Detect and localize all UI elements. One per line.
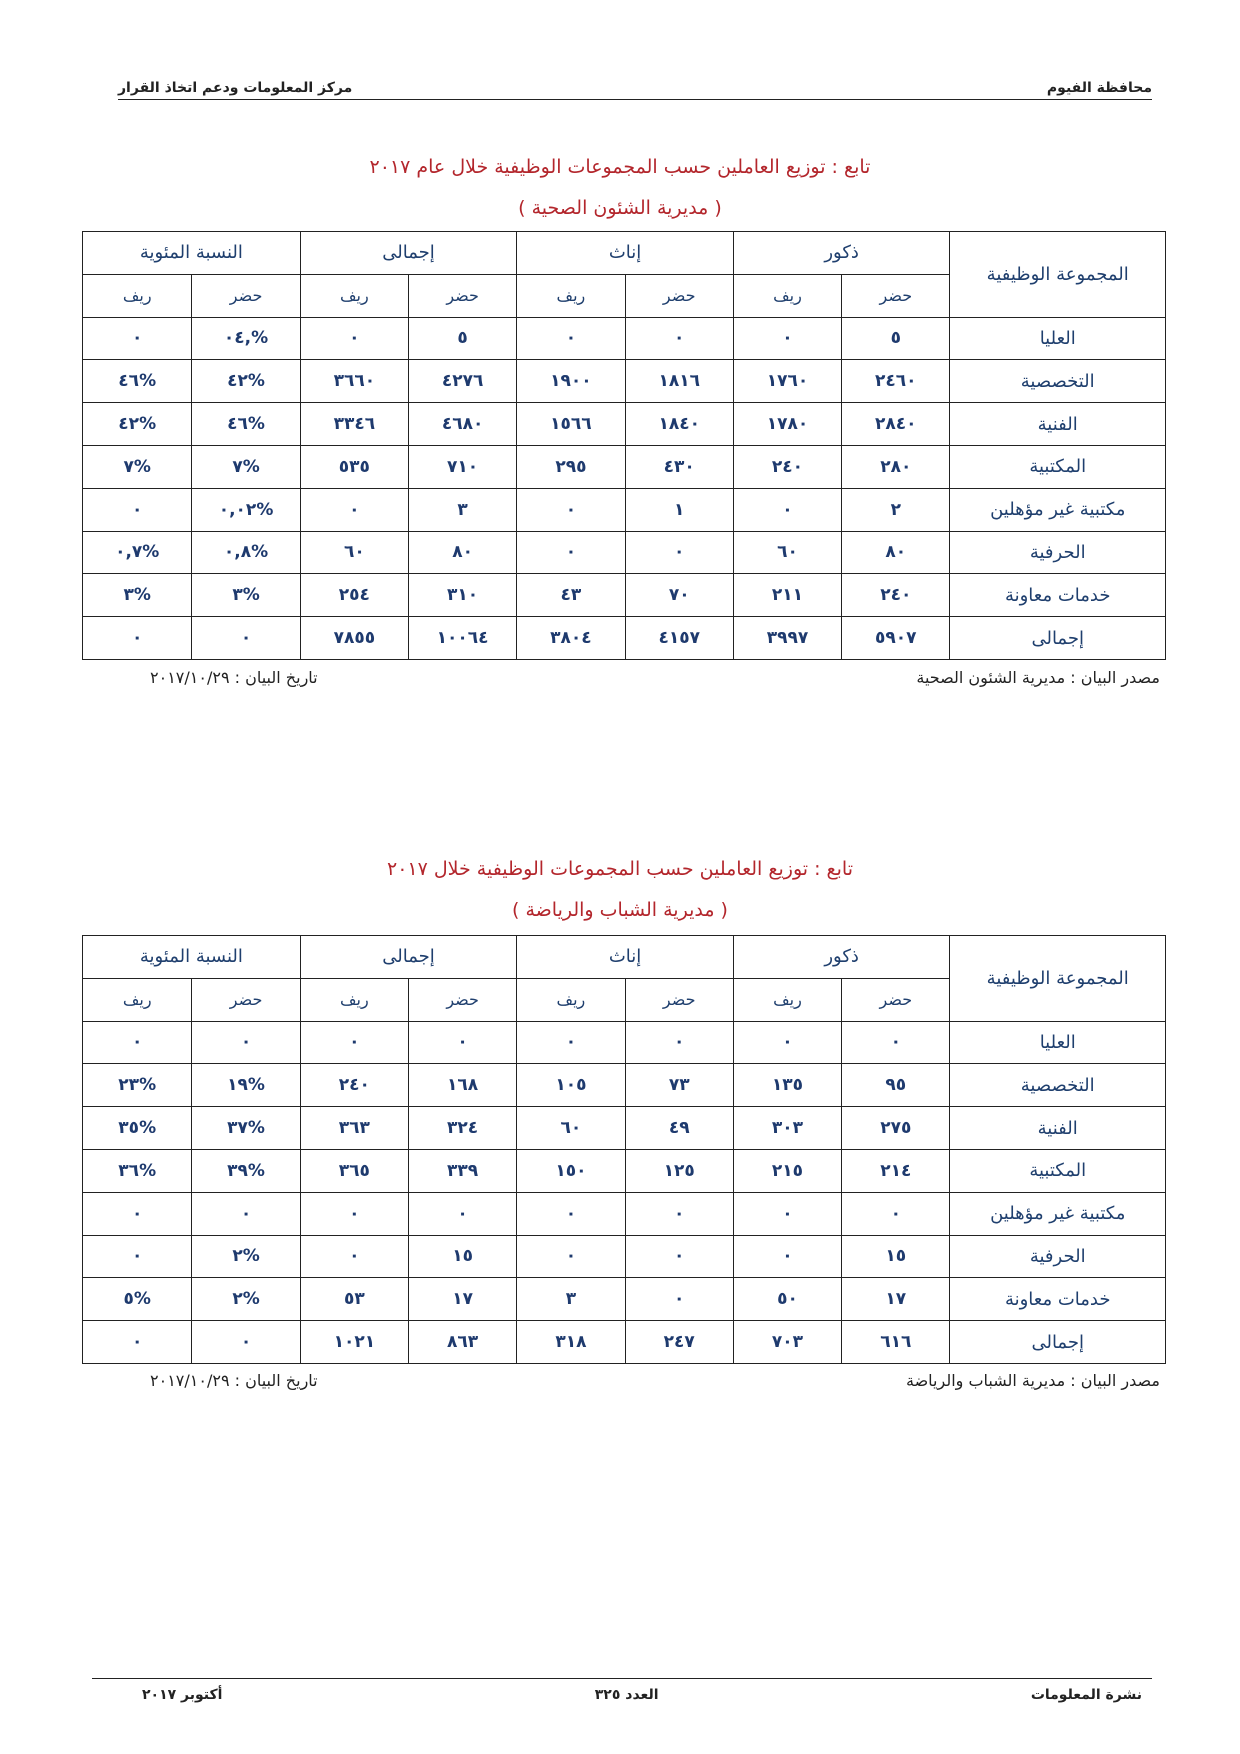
- table-row: [83, 531, 1166, 574]
- cell-p-urban: %٣: [192, 574, 300, 617]
- cell-m-rural: ٢٤٠: [733, 445, 841, 488]
- table-1-title: تابع : توزيع العاملين حسب المجموعات الوظيفية خلال عام ٢٠١٧: [369, 156, 871, 178]
- col-header-males: ذكور: [733, 936, 950, 979]
- cell-p-rural: ٠: [83, 1021, 192, 1064]
- cell-m-urban: ١٧: [842, 1278, 950, 1321]
- source-text: مصدر البيان : مديرية الشباب والرياضة: [906, 1371, 1160, 1390]
- subheader-urban: حضر: [192, 978, 300, 1021]
- row-category: الفنية: [950, 403, 1166, 446]
- issue-number: العدد ٣٢٥: [594, 1687, 659, 1703]
- cell-f-urban: ٤٩: [625, 1107, 733, 1150]
- cell-m-rural: ٦٠: [733, 531, 841, 574]
- subheader-rural: ريف: [733, 978, 841, 1021]
- cell-p-rural: ٠: [83, 488, 192, 531]
- cell-t-rural: ٣٦٥: [300, 1149, 408, 1192]
- cell-f-urban: ٠: [625, 1235, 733, 1278]
- cell-p-rural: ٠: [83, 617, 192, 660]
- subheader-urban: حضر: [408, 274, 516, 317]
- cell-p-urban: %٢: [192, 1278, 300, 1321]
- cell-f-urban: ١: [625, 488, 733, 531]
- date-text: تاريخ البيان : ٢٠١٧/١٠/٢٩: [150, 668, 318, 687]
- cell-m-urban: ٩٥: [842, 1064, 950, 1107]
- cell-f-rural: ٠: [517, 1235, 625, 1278]
- cell-f-urban: ٢٤٧: [625, 1321, 733, 1364]
- cell-f-rural: ٠: [517, 488, 625, 531]
- subheader-rural: ريف: [300, 274, 408, 317]
- col-header-percentage: النسبة المئوية: [83, 936, 301, 979]
- cell-f-urban: ٧٣: [625, 1064, 733, 1107]
- cell-f-rural: ١٠٥: [517, 1064, 625, 1107]
- table-row: [83, 1192, 1166, 1235]
- cell-t-rural: ٠: [300, 488, 408, 531]
- bulletin-name: نشرة المعلومات: [1030, 1687, 1142, 1703]
- cell-p-urban: ٠: [192, 1192, 300, 1235]
- subheader-urban: حضر: [625, 274, 733, 317]
- subheader-urban: حضر: [842, 978, 950, 1021]
- cell-f-urban: ٠: [625, 1192, 733, 1235]
- col-header-females: إناث: [517, 232, 734, 275]
- table-1-subtitle: ( مديرية الشئون الصحية ): [518, 197, 722, 219]
- cell-t-rural: ٧٨٥٥: [300, 617, 408, 660]
- cell-p-urban: %,٠٤: [192, 317, 300, 360]
- row-category: الفنية: [950, 1107, 1166, 1150]
- cell-t-urban: ٥: [408, 317, 516, 360]
- cell-t-urban: ٠: [408, 1021, 516, 1064]
- cell-f-rural: ١٩٠٠: [517, 360, 625, 403]
- cell-t-rural: ٦٠: [300, 531, 408, 574]
- subheader-rural: ريف: [517, 978, 625, 1021]
- cell-t-rural: ٣٦٦٠: [300, 360, 408, 403]
- page-footer: [92, 1678, 1152, 1703]
- cell-t-rural: ٥٣: [300, 1278, 408, 1321]
- subheader-rural: ريف: [733, 274, 841, 317]
- page-header: [118, 76, 1152, 100]
- cell-p-urban: %٤٢: [192, 360, 300, 403]
- table-2-source-line: [150, 1371, 1160, 1390]
- cell-m-rural: ٢١٥: [733, 1149, 841, 1192]
- subheader-rural: ريف: [300, 978, 408, 1021]
- row-category: إجمالى: [950, 1321, 1166, 1364]
- table-body: [83, 1021, 1166, 1363]
- source-text: مصدر البيان : مديرية الشئون الصحية: [916, 668, 1160, 687]
- table-row: [83, 1021, 1166, 1064]
- cell-t-urban: ٨٦٣: [408, 1321, 516, 1364]
- cell-m-urban: ٥: [842, 317, 950, 360]
- cell-t-rural: ٣٦٣: [300, 1107, 408, 1150]
- cell-m-rural: ٣٩٩٧: [733, 617, 841, 660]
- cell-p-urban: %٣٧: [192, 1107, 300, 1150]
- col-header-males: ذكور: [733, 232, 950, 275]
- cell-p-rural: ٠: [83, 1321, 192, 1364]
- cell-t-urban: ٣٣٩: [408, 1149, 516, 1192]
- cell-f-rural: ١٥٠: [517, 1149, 625, 1192]
- col-header-percentage: النسبة المئوية: [83, 232, 301, 275]
- subheader-rural: ريف: [83, 978, 192, 1021]
- cell-m-rural: ١٣٥: [733, 1064, 841, 1107]
- row-category: مكتبية غير مؤهلين: [950, 488, 1166, 531]
- cell-t-urban: ٧١٠: [408, 445, 516, 488]
- cell-p-rural: %٥: [83, 1278, 192, 1321]
- cell-m-rural: ٥٠: [733, 1278, 841, 1321]
- subheader-rural: ريف: [517, 274, 625, 317]
- cell-p-rural: %٧: [83, 445, 192, 488]
- cell-t-urban: ٨٠: [408, 531, 516, 574]
- cell-t-urban: ٤٢٧٦: [408, 360, 516, 403]
- cell-p-rural: %٠,٧: [83, 531, 192, 574]
- subheader-urban: حضر: [842, 274, 950, 317]
- table-2: [82, 935, 1166, 1364]
- cell-m-urban: ٢٨٠: [842, 445, 950, 488]
- cell-p-urban: %٣٩: [192, 1149, 300, 1192]
- row-category: خدمات معاونة: [950, 1278, 1166, 1321]
- cell-f-rural: ٠: [517, 1021, 625, 1064]
- cell-p-rural: ٠: [83, 1192, 192, 1235]
- subheader-rural: ريف: [83, 274, 192, 317]
- cell-t-urban: ٠: [408, 1192, 516, 1235]
- row-category: المكتبية: [950, 445, 1166, 488]
- cell-f-urban: ٧٠: [625, 574, 733, 617]
- cell-f-urban: ٤١٥٧: [625, 617, 733, 660]
- col-header-total: إجمالى: [300, 936, 517, 979]
- cell-m-rural: ٠: [733, 1192, 841, 1235]
- cell-p-urban: ٠: [192, 617, 300, 660]
- subheader-urban: حضر: [408, 978, 516, 1021]
- cell-m-urban: ٦١٦: [842, 1321, 950, 1364]
- table-1-source-line: [150, 668, 1160, 687]
- cell-f-rural: ٣: [517, 1278, 625, 1321]
- subheader-urban: حضر: [192, 274, 300, 317]
- cell-m-urban: ٢٤٠: [842, 574, 950, 617]
- table-2-subtitle: ( مديرية الشباب والرياضة ): [512, 899, 728, 921]
- cell-t-urban: ٣٢٤: [408, 1107, 516, 1150]
- cell-m-rural: ٣٠٣: [733, 1107, 841, 1150]
- cell-m-urban: ٢: [842, 488, 950, 531]
- cell-p-rural: ٠: [83, 317, 192, 360]
- cell-t-rural: ٠: [300, 317, 408, 360]
- cell-p-rural: ٠: [83, 1235, 192, 1278]
- cell-t-urban: ١٧: [408, 1278, 516, 1321]
- cell-f-urban: ١٨١٦: [625, 360, 733, 403]
- table-row: [83, 574, 1166, 617]
- center-name: مركز المعلومات ودعم اتخاذ القرار: [118, 80, 353, 96]
- cell-f-rural: ١٥٦٦: [517, 403, 625, 446]
- cell-p-rural: %٣٦: [83, 1149, 192, 1192]
- row-category: المكتبية: [950, 1149, 1166, 1192]
- row-category: الحرفية: [950, 1235, 1166, 1278]
- cell-p-rural: %٢٣: [83, 1064, 192, 1107]
- cell-t-rural: ٥٣٥: [300, 445, 408, 488]
- table-row: [83, 1278, 1166, 1321]
- cell-f-urban: ٠: [625, 1278, 733, 1321]
- cell-p-rural: %٤٦: [83, 360, 192, 403]
- cell-m-urban: ٠: [842, 1192, 950, 1235]
- row-category: إجمالى: [950, 617, 1166, 660]
- table-row: [83, 1321, 1166, 1364]
- cell-m-urban: ٢٨٤٠: [842, 403, 950, 446]
- cell-m-urban: ٨٠: [842, 531, 950, 574]
- cell-p-urban: %٠,٠٢: [192, 488, 300, 531]
- row-category: مكتبية غير مؤهلين: [950, 1192, 1166, 1235]
- row-category: الحرفية: [950, 531, 1166, 574]
- cell-p-urban: %٧: [192, 445, 300, 488]
- cell-m-rural: ٧٠٣: [733, 1321, 841, 1364]
- cell-m-rural: ٠: [733, 1021, 841, 1064]
- cell-t-rural: ١٠٢١: [300, 1321, 408, 1364]
- cell-p-urban: ٠: [192, 1021, 300, 1064]
- cell-f-rural: ٠: [517, 531, 625, 574]
- cell-m-rural: ١٧٨٠: [733, 403, 841, 446]
- row-category: العليا: [950, 317, 1166, 360]
- cell-t-urban: ٣١٠: [408, 574, 516, 617]
- table-row: [83, 1107, 1166, 1150]
- cell-f-urban: ٠: [625, 317, 733, 360]
- cell-p-urban: %٠,٨: [192, 531, 300, 574]
- cell-m-urban: ٢٤٦٠: [842, 360, 950, 403]
- cell-p-rural: %٤٢: [83, 403, 192, 446]
- cell-t-urban: ٤٦٨٠: [408, 403, 516, 446]
- cell-m-rural: ١٧٦٠: [733, 360, 841, 403]
- cell-f-rural: ٤٣: [517, 574, 625, 617]
- row-category: التخصصية: [950, 360, 1166, 403]
- cell-f-rural: ٦٠: [517, 1107, 625, 1150]
- col-header-group: المجموعة الوظيفية: [950, 232, 1166, 318]
- cell-p-rural: %٣: [83, 574, 192, 617]
- cell-f-rural: ٠: [517, 1192, 625, 1235]
- cell-t-rural: ٢٥٤: [300, 574, 408, 617]
- date-text: تاريخ البيان : ٢٠١٧/١٠/٢٩: [150, 1371, 318, 1390]
- cell-f-urban: ١٨٤٠: [625, 403, 733, 446]
- cell-m-urban: ١٥: [842, 1235, 950, 1278]
- cell-p-urban: ٠: [192, 1321, 300, 1364]
- table-row: [83, 403, 1166, 446]
- cell-m-urban: ٠: [842, 1021, 950, 1064]
- cell-m-urban: ٢٧٥: [842, 1107, 950, 1150]
- governorate-name: محافظة الفيوم: [1046, 80, 1152, 96]
- cell-f-urban: ٠: [625, 531, 733, 574]
- cell-f-rural: ٢٩٥: [517, 445, 625, 488]
- issue-date: أكتوبر ٢٠١٧: [142, 1687, 223, 1703]
- table-row: [83, 445, 1166, 488]
- subheader-urban: حضر: [625, 978, 733, 1021]
- table-row: [83, 1149, 1166, 1192]
- col-header-total: إجمالى: [300, 232, 517, 275]
- row-category: العليا: [950, 1021, 1166, 1064]
- cell-t-rural: ٢٤٠: [300, 1064, 408, 1107]
- table-1: [82, 231, 1166, 660]
- table-row: [83, 617, 1166, 660]
- cell-m-rural: ٠: [733, 488, 841, 531]
- row-category: خدمات معاونة: [950, 574, 1166, 617]
- cell-m-rural: ٠: [733, 1235, 841, 1278]
- table-2-title: تابع : توزيع العاملين حسب المجموعات الوظيفية خلال ٢٠١٧: [386, 858, 854, 880]
- cell-p-urban: %٤٦: [192, 403, 300, 446]
- cell-m-urban: ٢١٤: [842, 1149, 950, 1192]
- table-row: [83, 1235, 1166, 1278]
- cell-f-rural: ٠: [517, 317, 625, 360]
- cell-t-rural: ٠: [300, 1021, 408, 1064]
- cell-t-rural: ٠: [300, 1235, 408, 1278]
- cell-t-urban: ١٦٨: [408, 1064, 516, 1107]
- table-row: [83, 317, 1166, 360]
- cell-f-rural: ٣١٨: [517, 1321, 625, 1364]
- cell-m-rural: ٠: [733, 317, 841, 360]
- cell-f-urban: ٤٣٠: [625, 445, 733, 488]
- table-row: [83, 360, 1166, 403]
- cell-p-urban: %١٩: [192, 1064, 300, 1107]
- table-body: [83, 317, 1166, 659]
- cell-t-urban: ٣: [408, 488, 516, 531]
- cell-f-rural: ٣٨٠٤: [517, 617, 625, 660]
- cell-m-urban: ٥٩٠٧: [842, 617, 950, 660]
- cell-t-urban: ١٥: [408, 1235, 516, 1278]
- cell-t-urban: ١٠٠٦٤: [408, 617, 516, 660]
- cell-f-urban: ١٢٥: [625, 1149, 733, 1192]
- table-row: [83, 488, 1166, 531]
- col-header-females: إناث: [517, 936, 734, 979]
- table-row: [83, 1064, 1166, 1107]
- cell-t-rural: ٠: [300, 1192, 408, 1235]
- col-header-group: المجموعة الوظيفية: [950, 936, 1166, 1022]
- cell-t-rural: ٣٣٤٦: [300, 403, 408, 446]
- cell-m-rural: ٢١١: [733, 574, 841, 617]
- row-category: التخصصية: [950, 1064, 1166, 1107]
- cell-f-urban: ٠: [625, 1021, 733, 1064]
- cell-p-rural: %٣٥: [83, 1107, 192, 1150]
- cell-p-urban: %٢: [192, 1235, 300, 1278]
